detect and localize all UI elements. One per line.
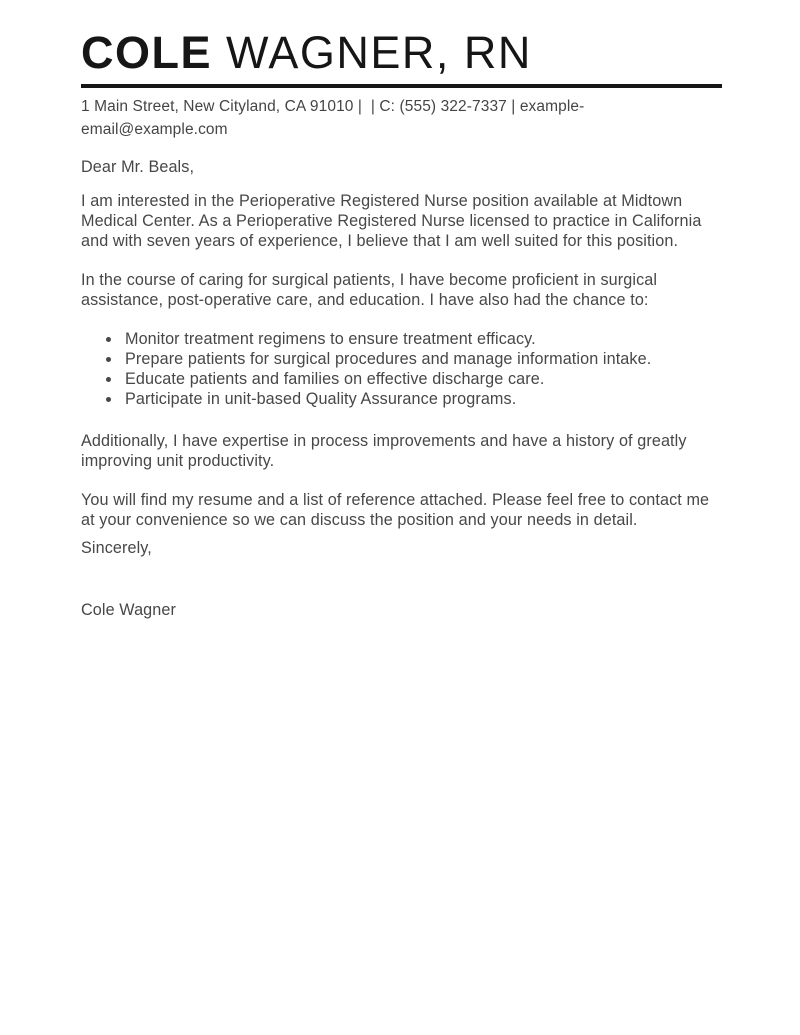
letter-header [81,27,722,141]
paragraph-call-to-action: You will find my resume and a list of reference attached. Please feel free to contact me at your convenience so we can discuss the position and your needs in detail. [81,491,710,529]
header-divider [81,84,722,88]
paragraph-intro: I am interested in the Perioperative Registered Nurse position available at Midtown Medical Center. As a Perioperative Registered Nurse licensed to practice in California and with seven years of experience, I believe that I am well suited for this position. [81,192,702,250]
candidate-name [81,27,722,78]
closing: Sincerely, [81,539,152,557]
contact-line-2: email@example.com [81,121,228,138]
salutation: Dear Mr. Beals, [81,158,195,176]
list-item: • Monitor treatment regimens to ensure treatment efficacy. [122,329,722,349]
candidate-last-name-credentials: WAGNER, RN [212,27,532,78]
list-item: • Educate patients and families on effective discharge care. [122,369,722,389]
signature-name: Cole Wagner [81,601,176,619]
list-item: • Prepare patients for surgical procedures and manage information intake. [122,349,722,369]
letter-body [81,157,722,620]
paragraph-additional: Additionally, I have expertise in process improvements and have a history of greatly improving unit productivity. [81,432,687,470]
contact-line-1: 1 Main Street, New Cityland, CA 91010 | | C: (555) 322-7337 | example- [81,98,585,115]
skills-bullet-list [81,329,722,409]
candidate-first-name: COLE [81,27,213,78]
paragraph-experience: In the course of caring for surgical patients, I have become proficient in surgical assistance, post-operative care, and education. I have also had the chance to: [81,271,658,309]
list-item: • Participate in unit-based Quality Assurance programs. [122,389,722,409]
contact-info [81,95,722,141]
